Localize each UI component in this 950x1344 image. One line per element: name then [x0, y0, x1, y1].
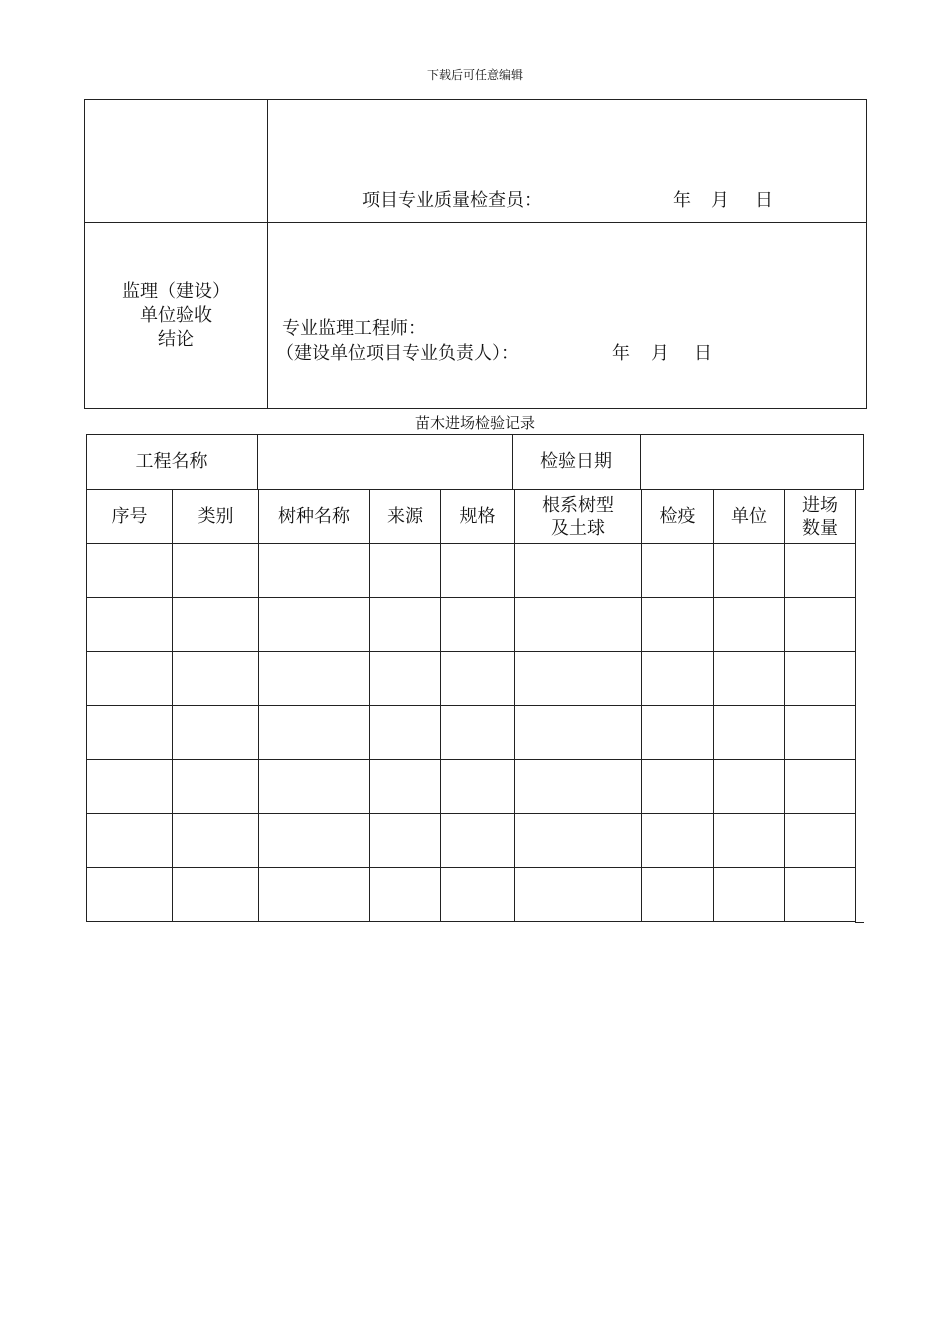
table-cell [642, 868, 714, 922]
table-cell [370, 598, 441, 652]
table-cell [515, 652, 642, 706]
column-header-text: 检疫 [659, 506, 696, 527]
table-cell [370, 760, 441, 814]
column-header-text: 单位 [731, 506, 767, 527]
table-cell [785, 760, 856, 814]
table-cell [714, 652, 785, 706]
table-cell [87, 706, 173, 760]
table-cell [370, 652, 441, 706]
column-header [785, 490, 856, 544]
column-header [515, 490, 642, 544]
column-header [370, 490, 441, 544]
table-cell [87, 868, 173, 922]
record-title: 苗木进场检验记录 [414, 414, 535, 432]
table-cell [87, 598, 173, 652]
table-cell [515, 868, 642, 922]
table-cell [370, 868, 441, 922]
table-cell [714, 544, 785, 598]
table-cell [714, 868, 785, 922]
column-header-text: 进场 [802, 494, 838, 516]
column-header [642, 490, 714, 544]
table-cell [259, 814, 370, 868]
table-cell [259, 598, 370, 652]
table-row [87, 706, 856, 760]
inspector-label: 项目专业质量检查员： [362, 190, 542, 211]
column-header-text: 类别 [197, 506, 234, 527]
section2-date-month: 月 [651, 343, 669, 364]
table-cell [785, 868, 856, 922]
table-cell [515, 814, 642, 868]
column-header-text: 规格 [459, 506, 496, 527]
table-cell [173, 652, 259, 706]
supervision-label-line3: 结论 [158, 329, 194, 350]
section2-date-year: 年 [612, 343, 630, 364]
table-cell [515, 544, 642, 598]
table-end-tick [855, 922, 864, 923]
column-header [259, 490, 370, 544]
table-cell [173, 544, 259, 598]
table-row [87, 544, 856, 598]
section1-date-day: 日 [755, 190, 773, 211]
table-cell [785, 706, 856, 760]
column-header-text: 及土球 [551, 517, 605, 539]
table-cell [642, 652, 714, 706]
table-row [87, 652, 856, 706]
column-header [173, 490, 259, 544]
table-cell [642, 544, 714, 598]
table-header-row [87, 490, 856, 544]
table-cell [441, 760, 515, 814]
project-name-label: 工程名称 [135, 451, 208, 472]
table-cell [515, 598, 642, 652]
table-cell [441, 544, 515, 598]
column-header [87, 490, 173, 544]
table-cell [441, 706, 515, 760]
signoff-divider-horizontal [84, 222, 867, 223]
table-cell [441, 814, 515, 868]
table-cell [714, 760, 785, 814]
engineer-label: 专业监理工程师： [282, 318, 426, 339]
table-cell [714, 814, 785, 868]
table-cell [370, 544, 441, 598]
signoff-divider-vertical [267, 99, 268, 409]
table-cell [642, 760, 714, 814]
column-header-text: 序号 [111, 506, 148, 527]
table-cell [87, 652, 173, 706]
table-cell [515, 706, 642, 760]
table-cell [173, 706, 259, 760]
section1-date-month: 月 [711, 190, 729, 211]
table-cell [370, 814, 441, 868]
table-cell [173, 760, 259, 814]
project-info-divider-3 [640, 434, 641, 490]
inspection-table [86, 489, 856, 922]
supervision-label-line2: 单位验收 [140, 305, 212, 326]
table-cell [642, 598, 714, 652]
table-cell [642, 706, 714, 760]
table-cell [515, 760, 642, 814]
table-cell [441, 598, 515, 652]
table-cell [441, 868, 515, 922]
table-cell [714, 706, 785, 760]
table-cell [259, 706, 370, 760]
table-cell [785, 544, 856, 598]
table-cell [87, 814, 173, 868]
table-cell [785, 598, 856, 652]
column-header-text: 来源 [387, 506, 423, 527]
table-row [87, 760, 856, 814]
table-cell [714, 598, 785, 652]
table-cell [173, 598, 259, 652]
table-cell [785, 652, 856, 706]
column-header-text: 数量 [802, 517, 838, 539]
table-cell [785, 814, 856, 868]
project-info-divider-1 [257, 434, 258, 490]
supervision-label-line1: 监理（建设） [122, 281, 230, 302]
table-cell [87, 760, 173, 814]
column-header [441, 490, 515, 544]
table-cell [259, 652, 370, 706]
table-cell [441, 652, 515, 706]
section1-date-year: 年 [673, 190, 691, 211]
table-cell [87, 544, 173, 598]
column-header-text: 树种名称 [278, 506, 350, 527]
table-cell [642, 814, 714, 868]
table-cell [259, 868, 370, 922]
header-note: 下载后可任意编辑 [426, 68, 523, 82]
table-row [87, 868, 856, 922]
section2-date-day: 日 [694, 343, 712, 364]
inspection-date-label: 检验日期 [540, 451, 612, 472]
table-cell [173, 868, 259, 922]
table-row [87, 814, 856, 868]
table-cell [259, 544, 370, 598]
table-row [87, 598, 856, 652]
table-cell [370, 706, 441, 760]
table-cell [173, 814, 259, 868]
column-header-text: 根系树型 [542, 494, 614, 516]
table-cell [259, 760, 370, 814]
column-header [714, 490, 785, 544]
owner-label: （建设单位项目专业负责人）： [276, 343, 519, 364]
